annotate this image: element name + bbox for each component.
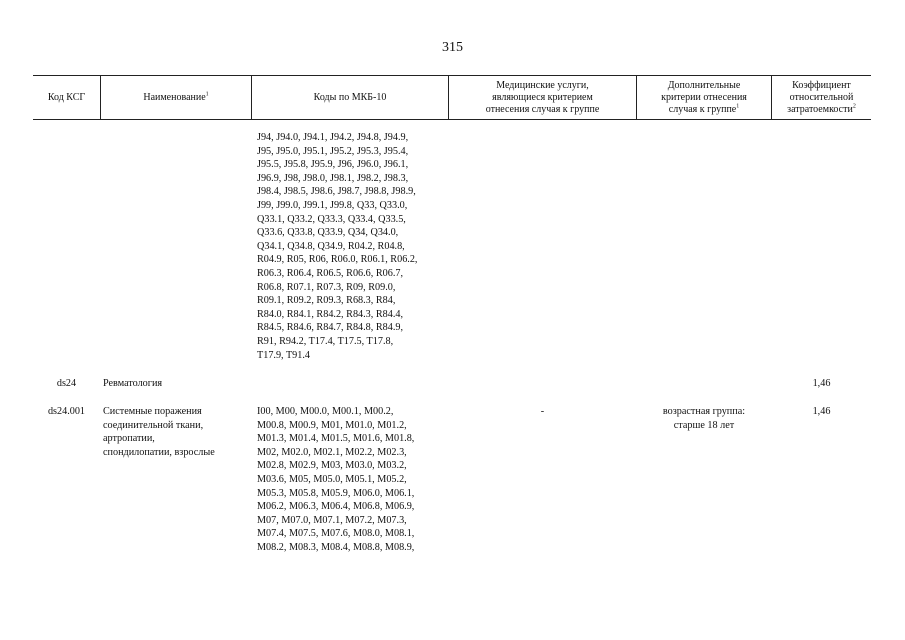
code-text: ds24.001 [47, 406, 86, 417]
table-row-ds24.001-criteria-cell [637, 405, 771, 432]
icd-text: J96.9, J98, J98.0, J98.1, J98.2, J98.3, [257, 172, 409, 184]
icd-text: M07.4, M07.5, M07.6, M08.0, M08.1, [257, 528, 415, 540]
header-services-line: являющиеся критерием [492, 91, 593, 103]
icd-text: R84.5, R84.6, R84.7, R84.8, R84.9, [257, 322, 404, 334]
table-row-ds24.001-coef-cell [772, 405, 871, 419]
coef-text: 1,46 [812, 406, 831, 417]
page-number: 315 [442, 40, 463, 55]
name-text: спондилопатии, взрослые [103, 446, 215, 458]
name-text: Системные поражения [103, 406, 202, 417]
icd-text: J95, J95.0, J95.1, J95.2, J95.3, J95.4, [257, 145, 409, 157]
name-text: артропатии, [103, 433, 155, 445]
icd-text: I00, M00, M00.0, M00.1, M00.2, [257, 406, 394, 417]
icd-text: Q34.1, Q34.8, Q34.9, R04.2, R04.8, [257, 240, 405, 252]
table-header-bottom-border [33, 119, 871, 120]
icd-text: T17.9, T91.4 [257, 349, 311, 361]
header-services [449, 76, 636, 119]
header-icd-label: Коды по МКБ-10 [313, 91, 387, 103]
table-row-ds24.001-name-cell [103, 405, 251, 459]
icd-text: M07, M07.0, M07.1, M07.2, M07.3, [257, 514, 407, 526]
code-text: ds24 [56, 378, 77, 389]
icd-text: M02, M02.0, M02.1, M02.2, M02.3, [257, 446, 407, 458]
header-coef-line: Коэффициент [792, 79, 851, 91]
header-services-line: отнесения случая к группе [485, 103, 600, 115]
icd-text: R04.9, R05, R06, R06.0, R06.1, R06.2, [257, 254, 418, 266]
icd-text: M00.8, M00.9, M01, M01.0, M01.2, [257, 419, 407, 431]
header-coef-line: затратоемкости [787, 103, 853, 115]
icd-text: Q33.6, Q33.8, Q33.9, Q34, Q34.0, [257, 227, 399, 239]
name-text: Ревматология [103, 378, 163, 389]
icd-text: M06.2, M06.3, M06.4, M06.8, M06.9, [257, 501, 415, 513]
icd-text: M08.2, M08.3, M08.4, M08.8, M08.9, [257, 541, 415, 553]
footnote-ref: 1 [736, 103, 740, 110]
name-text: соединительной ткани, [103, 419, 204, 431]
coef-text: 1,46 [812, 378, 831, 389]
icd-text: M05.3, M05.8, M05.9, M06.0, M06.1, [257, 487, 415, 499]
header-criteria [637, 76, 771, 119]
table-row-ds24-coef-cell [772, 377, 871, 391]
icd-text: J99, J99.0, J99.1, J99.8, Q33, Q33.0, [257, 199, 408, 211]
header-code [33, 76, 100, 119]
icd-text: J98.4, J98.5, J98.6, J98.7, J98.8, J98.9, [257, 186, 416, 198]
icd-text: R09.1, R09.2, R09.3, R68.3, R84, [257, 295, 396, 307]
header-coefficient [772, 76, 871, 119]
footnote-ref: 2 [852, 103, 856, 110]
icd-text: R06.8, R07.1, R07.3, R09, R09.0, [257, 281, 396, 293]
table-row-ds24-name-cell [103, 377, 251, 391]
icd-text: R06.3, R06.4, R06.5, R06.6, R06.7, [257, 267, 404, 279]
icd-text: M02.8, M02.9, M03, M03.0, M03.2, [257, 460, 407, 472]
services-text: - [540, 406, 545, 417]
criteria-text: старше 18 лет [673, 419, 735, 431]
table-row-continued-icd-cell [257, 131, 447, 362]
table-row-ds24.001-services-cell [449, 405, 636, 419]
icd-text: J94, J94.0, J94.1, J94.2, J94.8, J94.9, [257, 132, 409, 143]
icd-text: R84.0, R84.1, R84.2, R84.3, R84.4, [257, 308, 404, 320]
footnote-ref: 1 [205, 91, 209, 98]
icd-text: Q33.1, Q33.2, Q33.3, Q33.4, Q33.5, [257, 213, 406, 225]
criteria-text: возрастная группа: [662, 406, 746, 417]
header-criteria-line: критерии отнесения [661, 91, 747, 103]
icd-text: R91, R94.2, T17.4, T17.5, T17.8, [257, 335, 394, 347]
table-row-ds24.001-code-cell [33, 405, 100, 419]
table-row-ds24.001-icd-cell [257, 405, 447, 555]
header-coef-line: относительной [789, 91, 854, 103]
icd-text: M01.3, M01.4, M01.5, M01.6, M01.8, [257, 433, 415, 445]
header-icd [252, 76, 448, 119]
header-name [101, 76, 251, 119]
header-name-label: Наименование [143, 91, 206, 103]
header-criteria-line: Дополнительные [667, 79, 741, 91]
table-row-ds24-code-cell [33, 377, 100, 391]
header-services-line: Медицинские услуги, [496, 79, 589, 91]
header-criteria-line: случая к группе [668, 103, 737, 115]
icd-text: J95.5, J95.8, J95.9, J96, J96.0, J96.1, [257, 159, 409, 171]
icd-text: M03.6, M05, M05.0, M05.1, M05.2, [257, 473, 407, 485]
header-code-label: Код КСГ [47, 91, 86, 103]
